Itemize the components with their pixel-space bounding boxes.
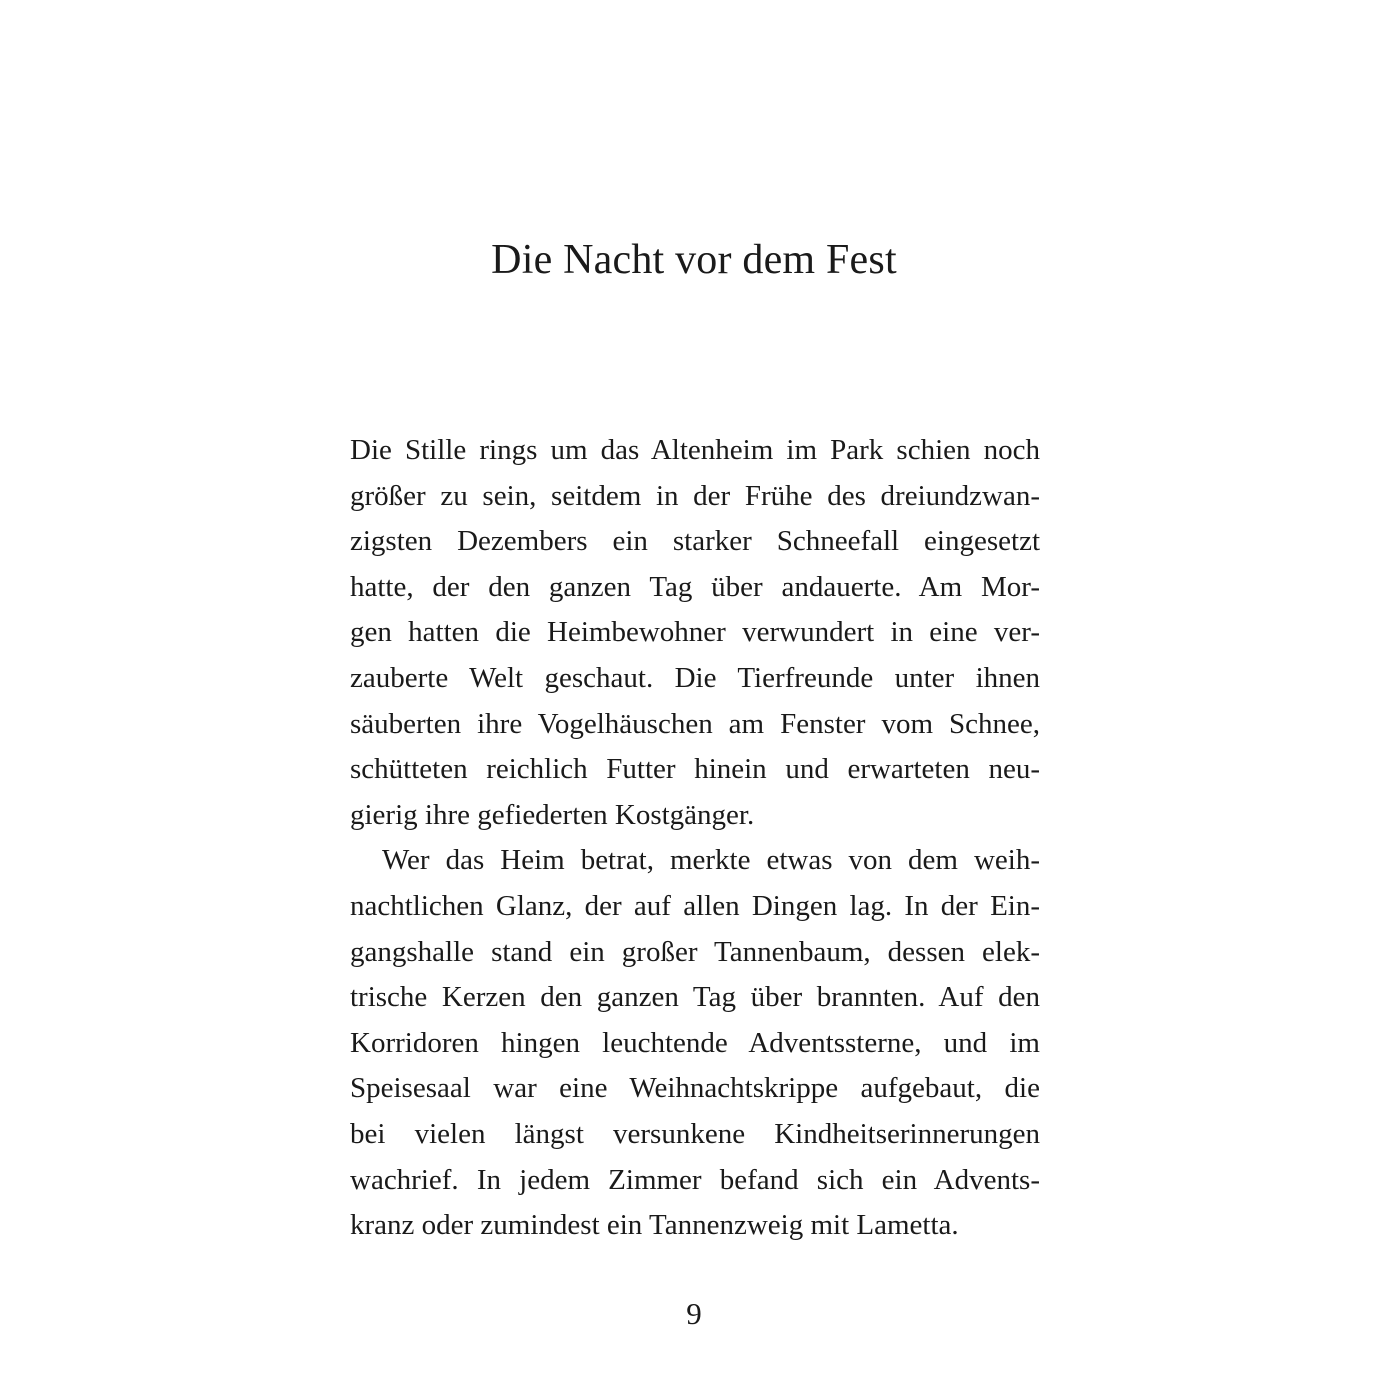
text-line: gen hatten die Heimbewohner verwundert in eine ver-: [350, 616, 1040, 649]
text-line: kranz oder zumindest ein Tannenzweig mit Lametta.: [350, 1209, 959, 1242]
text-line: Wer das Heim betrat, merkte etwas von dem weih-: [382, 844, 1040, 877]
page-number: 9: [686, 1296, 702, 1331]
text-line: Speisesaal war eine Weihnachtskrippe aufgebaut, die: [350, 1072, 1040, 1105]
chapter-title: Die Nacht vor dem Fest: [491, 237, 897, 283]
text-line: säuberten ihre Vogelhäuschen am Fenster vom Schnee,: [350, 707, 1040, 740]
text-line: wachrief. In jedem Zimmer befand sich ein Advents-: [350, 1163, 1040, 1196]
text-line: gierig ihre gefiederten Kostgänger.: [350, 798, 755, 831]
text-line: hatte, der den ganzen Tag über andauerte. Am Mor-: [350, 570, 1040, 603]
text-line: bei vielen längst versunkene Kindheitserinnerungen: [350, 1117, 1040, 1150]
text-line: schütteten reichlich Futter hinein und erwarteten neu-: [350, 753, 1040, 786]
text-line: trische Kerzen den ganzen Tag über brannten. Auf den: [350, 981, 1040, 1014]
body-text: [350, 428, 1040, 1249]
text-line: zigsten Dezembers ein starker Schneefall eingesetzt: [350, 525, 1040, 558]
text-line: zauberte Welt geschaut. Die Tierfreunde unter ihnen: [350, 661, 1040, 694]
text-line: nachtlichen Glanz, der auf allen Dingen lag. In der Ein-: [350, 889, 1040, 922]
paragraph-2: [350, 838, 1040, 1248]
text-line: größer zu sein, seitdem in der Frühe des dreiundzwan-: [350, 479, 1040, 512]
paragraph-1: [350, 428, 1040, 838]
text-line: Die Stille rings um das Altenheim im Park schien noch: [350, 434, 1040, 466]
text-line: gangshalle stand ein großer Tannenbaum, dessen elek-: [350, 935, 1040, 968]
text-line: Korridoren hingen leuchtende Adventssterne, und im: [350, 1026, 1040, 1059]
